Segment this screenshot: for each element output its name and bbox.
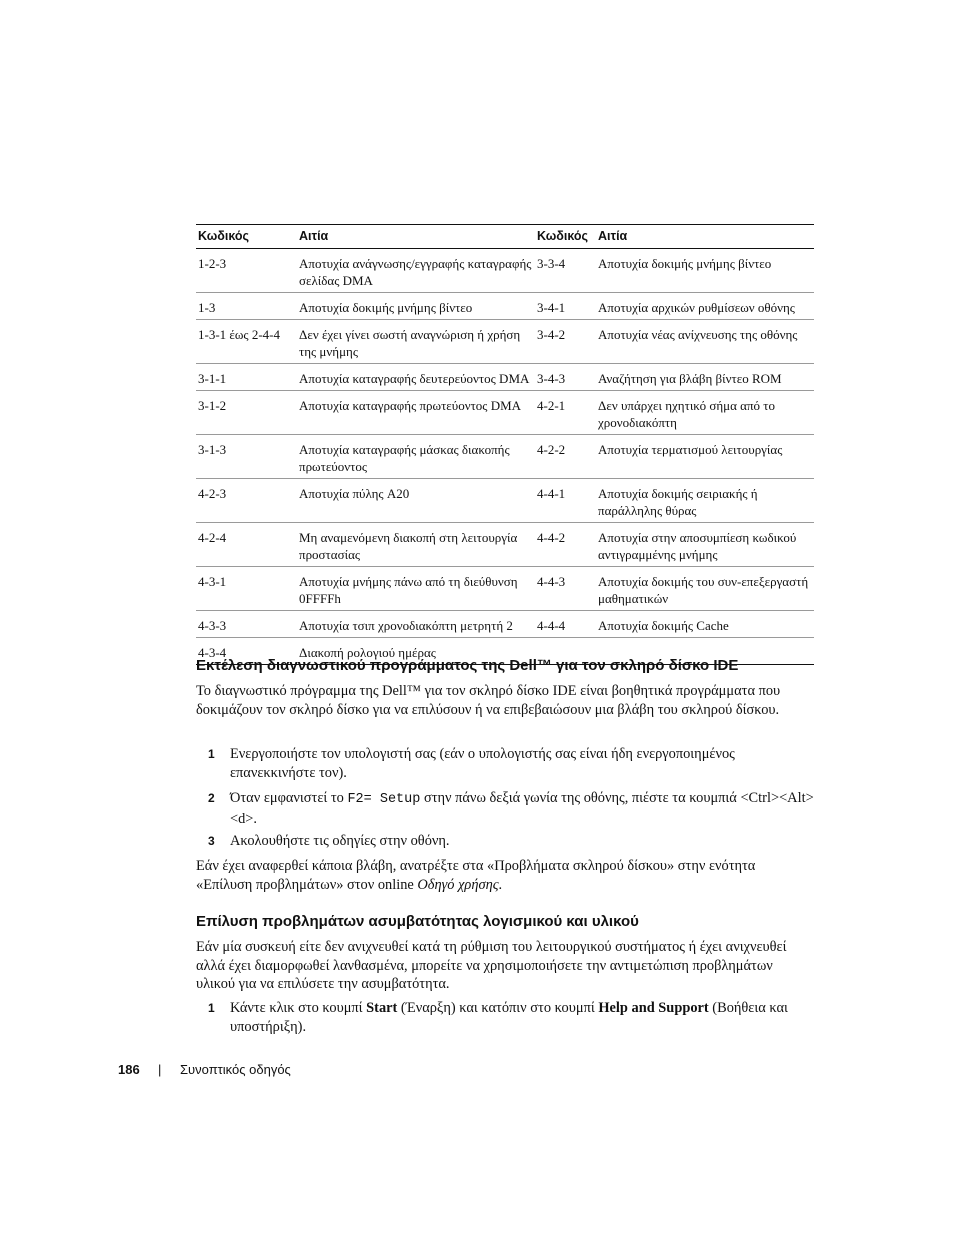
cell-cause-2: Αποτυχία στην αποσυμπίεση κωδικού αντιγραμμένης μνήμης — [596, 523, 814, 567]
table-row — [196, 320, 814, 364]
table-row — [196, 523, 814, 567]
cell-code-1: 1-2-3 — [196, 249, 297, 293]
cell-code-1: 3-1-2 — [196, 391, 297, 435]
outro-text: Εάν έχει αναφερθεί κάποια βλάβη, ανατρέξτε στα «Προβλήματα σκληρού δίσκου» στην ενότητα «Επίλυση προβλημάτων» στον online — [196, 858, 756, 893]
page-number: 186 — [118, 1062, 140, 1077]
cell-cause-1: Αποτυχία καταγραφής μάσκας διακοπής πρωτεύοντος — [297, 435, 535, 479]
table-row — [196, 391, 814, 435]
step-number: 1 — [208, 1001, 215, 1015]
cell-cause-2: Αποτυχία νέας ανίχνευσης της οθόνης — [596, 320, 814, 364]
ide-step-1 — [196, 745, 814, 782]
cell-cause-2: Αποτυχία δοκιμής σειριακής ή παράλληλης θύρας — [596, 479, 814, 523]
step-text — [230, 999, 814, 1036]
cell-code-1: 4-3-4 — [196, 638, 297, 665]
step-text — [230, 789, 814, 828]
cell-cause-2: Αποτυχία αρχικών ρυθμίσεων οθόνης — [596, 293, 814, 320]
cell-cause-1: Αποτυχία τσιπ χρονοδιακόπτη μετρητή 2 — [297, 611, 535, 638]
cell-code-2: 4-2-2 — [535, 435, 596, 479]
incompat-step-1 — [196, 999, 814, 1036]
cell-code-1: 4-3-1 — [196, 567, 297, 611]
beep-code-table — [196, 224, 814, 665]
cell-code-1: 1-3-1 έως 2-4-4 — [196, 320, 297, 364]
start-label: Start — [366, 1000, 398, 1016]
cell-code-2: 3-4-1 — [535, 293, 596, 320]
step-text: Ενεργοποιήστε τον υπολογιστή σας (εάν ο υπολογιστής σας είναι ήδη ενεργοποιημένος επανεκκινήστε τον). — [230, 746, 735, 781]
cell-cause-1: Μη αναμενόμενη διακοπή στη λειτουργία προστασίας — [297, 523, 535, 567]
step-number: 2 — [208, 791, 215, 805]
table-row — [196, 249, 814, 293]
cell-code-2: 3-4-3 — [535, 364, 596, 391]
table-header-row — [196, 225, 814, 249]
cell-code-1: 4-2-4 — [196, 523, 297, 567]
cell-cause-1: Αποτυχία καταγραφής πρωτεύοντος DMA — [297, 391, 535, 435]
incompatibility-intro: Εάν μία συσκευή είτε δεν ανιχνευθεί κατά τη ρύθμιση του λειτουργικού συστήματος ή έχει ανιχνευθεί αλλά έχει διαμορφωθεί λανθασμένα, μπορείτε να χρησιμοποιήσετε την αντιμετώπιση προβλημάτων υλικού για να επιλύσετε την ασυμβατότητα. — [196, 939, 787, 992]
step-number: 3 — [208, 834, 215, 848]
cell-cause-1: Αποτυχία μνήμης πάνω από τη διεύθυνση 0FFFFh — [297, 567, 535, 611]
cell-code-2: 4-4-4 — [535, 611, 596, 638]
user-guide-title: Οδηγό χρήσης — [417, 876, 499, 893]
ide-diagnostics-outro — [196, 857, 814, 894]
cell-cause-2: Αποτυχία δοκιμής Cache — [596, 611, 814, 638]
table-row — [196, 567, 814, 611]
table-row — [196, 293, 814, 320]
step-text-part: Όταν εμφανιστεί το — [230, 790, 348, 806]
step-text: Ακολουθήστε τις οδηγίες στην οθόνη. — [230, 833, 450, 849]
step-text-part: στην πάνω δεξιά γωνία της οθόνης, πιέστε τα κουμπιά <Ctrl><Alt><d>. — [230, 790, 814, 827]
step-text-part: (Βοήθεια και υποστήριξη). — [230, 1000, 788, 1035]
setup-key-code: F2= Setup — [347, 792, 421, 807]
header-code-2: Κωδικός — [535, 225, 596, 249]
document-title: Συνοπτικός οδηγός — [180, 1062, 291, 1077]
page-footer — [118, 1062, 291, 1077]
table-row — [196, 435, 814, 479]
cell-code-2: 4-2-1 — [535, 391, 596, 435]
ide-step-3 — [196, 832, 814, 851]
table-row — [196, 364, 814, 391]
beep-code-table-wrapper — [196, 224, 814, 665]
step-text-part: Κάντε κλικ στο κουμπί — [230, 1000, 367, 1016]
cell-cause-1: Διακοπή ρολογιού ημέρας — [297, 638, 535, 665]
cell-cause-1: Αποτυχία ανάγνωσης/εγγραφής καταγραφής σελίδας DMA — [297, 249, 535, 293]
section-title-incompatibility: Επίλυση προβλημάτων ασυμβατότητας λογισμικού και υλικού — [196, 913, 639, 930]
step-number: 1 — [208, 747, 215, 761]
cell-code-1: 3-1-3 — [196, 435, 297, 479]
cell-cause-1: Δεν έχει γίνει σωστή αναγνώριση ή χρήση της μνήμης — [297, 320, 535, 364]
cell-code-2: 4-4-1 — [535, 479, 596, 523]
cell-code-2: 3-3-4 — [535, 249, 596, 293]
cell-code-2: 3-4-2 — [535, 320, 596, 364]
section-title-ide-diagnostics: Εκτέλεση διαγνωστικού προγράμματος της Dell™ για τον σκληρό δίσκο IDE — [196, 657, 739, 674]
cell-cause-1: Αποτυχία καταγραφής δευτερεύοντος DMA — [297, 364, 535, 391]
cell-cause-2: Δεν υπάρχει ηχητικό σήμα από το χρονοδιακόπτη — [596, 391, 814, 435]
cell-cause-2: Αποτυχία τερματισμού λειτουργίας — [596, 435, 814, 479]
cell-code-1: 1-3 — [196, 293, 297, 320]
cell-cause-2: Αποτυχία δοκιμής μνήμης βίντεο — [596, 249, 814, 293]
cell-cause-1: Αποτυχία δοκιμής μνήμης βίντεο — [297, 293, 535, 320]
cell-code-2: 4-4-2 — [535, 523, 596, 567]
outro-text: . — [498, 876, 503, 893]
cell-code-2: 4-4-3 — [535, 567, 596, 611]
header-cause-2: Αιτία — [596, 225, 814, 249]
ide-step-2 — [196, 789, 814, 828]
table-row — [196, 611, 814, 638]
header-code-1: Κωδικός — [196, 225, 297, 249]
cell-cause-1: Αποτυχία πύλης A20 — [297, 479, 535, 523]
help-support-label: Help and Support — [598, 1000, 709, 1016]
step-text-part: (Έναρξη) και κατόπιν στο κουμπί — [397, 1000, 599, 1016]
cell-cause-2: Αποτυχία δοκιμής του συν-επεξεργαστή μαθηματικών — [596, 567, 814, 611]
footer-separator: | — [158, 1062, 162, 1077]
cell-code-1: 4-3-3 — [196, 611, 297, 638]
cell-code-1: 4-2-3 — [196, 479, 297, 523]
cell-cause-2: Αναζήτηση για βλάβη βίντεο ROM — [596, 364, 814, 391]
ide-diagnostics-intro: Το διαγνωστικό πρόγραμμα της Dell™ για τον σκληρό δίσκο IDE είναι βοηθητικά προγράμματα που δοκιμάζουν τον σκληρό δίσκο για να επιλύσουν ή να επιβεβαιώσουν μια βλάβη του σκληρού δίσκου. — [196, 683, 781, 718]
header-cause-1: Αιτία — [297, 225, 535, 249]
cell-code-1: 3-1-1 — [196, 364, 297, 391]
table-row — [196, 479, 814, 523]
